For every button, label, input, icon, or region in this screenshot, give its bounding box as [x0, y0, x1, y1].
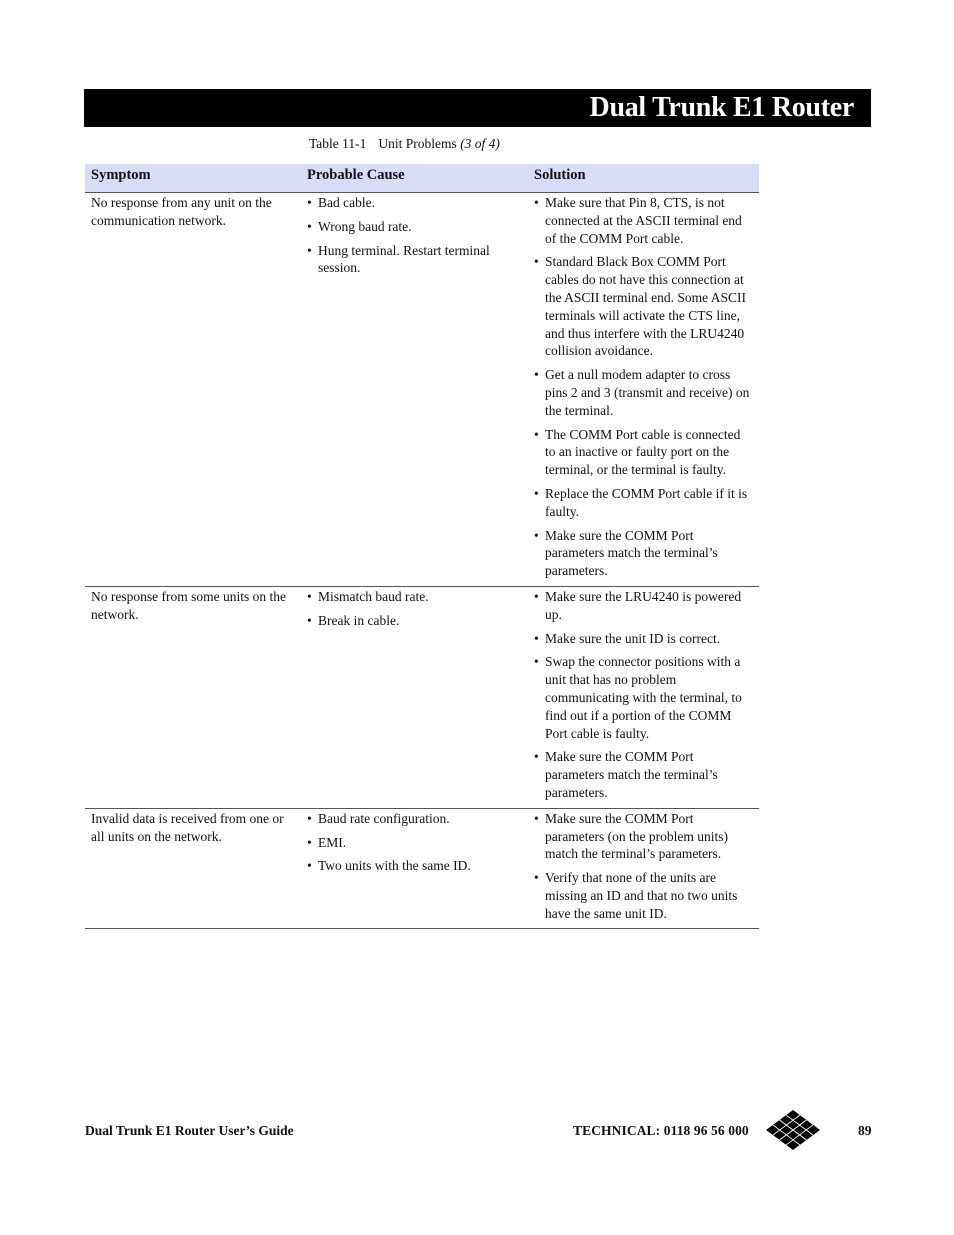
- solution-item: • Make sure the COMM Port parameters match the terminal’s parameters.: [534, 527, 753, 580]
- header-solution: Solution: [528, 164, 759, 193]
- symptom-cell: Invalid data is received from one or all units on the network.: [85, 808, 301, 929]
- solution-item: • Make sure that Pin 8, CTS, is not connected at the ASCII terminal end of the COMM Port cable.: [534, 194, 753, 247]
- solution-cell: [528, 586, 759, 808]
- cause-list: [307, 810, 522, 875]
- table-caption: [309, 136, 500, 152]
- cause-item: • Hung terminal. Restart terminal session.: [307, 242, 522, 278]
- solution-item: • Get a null modem adapter to cross pins 2 and 3 (transmit and receive) on the terminal.: [534, 366, 753, 419]
- symptom-cell: No response from some units on the network.: [85, 586, 301, 808]
- solution-item: • Verify that none of the units are missing an ID and that no two units have the same unit ID.: [534, 869, 753, 922]
- solution-list: [534, 588, 753, 802]
- header-probable-cause: Probable Cause: [301, 164, 528, 193]
- table-caption-title: Unit Problems: [378, 136, 457, 151]
- cause-item: • Wrong baud rate.: [307, 218, 522, 236]
- cause-cell: [301, 808, 528, 929]
- table-row: [85, 193, 759, 587]
- table-caption-label: Table 11-1: [309, 136, 367, 151]
- solution-item: • Make sure the COMM Port parameters match the terminal’s parameters.: [534, 748, 753, 801]
- table-row: [85, 808, 759, 929]
- black-box-diamond-logo-icon: [766, 1110, 820, 1150]
- solution-list: [534, 194, 753, 580]
- solution-item: • Make sure the COMM Port parameters (on the problem units) match the terminal’s parameters.: [534, 810, 753, 863]
- symptom-cell: No response from any unit on the communication network.: [85, 193, 301, 587]
- page-number: 89: [858, 1123, 872, 1138]
- header-bar: [84, 89, 871, 127]
- footer-guide-title: Dual Trunk E1 Router User’s Guide: [85, 1123, 294, 1138]
- cause-item: • Mismatch baud rate.: [307, 588, 522, 606]
- solution-item: • Make sure the unit ID is correct.: [534, 630, 753, 648]
- unit-problems-table: [85, 164, 759, 929]
- table-header-row: [85, 164, 759, 193]
- cause-item: • EMI.: [307, 834, 522, 852]
- cause-list: [307, 194, 522, 277]
- cause-item: • Break in cable.: [307, 612, 522, 630]
- solution-item: • Standard Black Box COMM Port cables do not have this connection at the ASCII terminal end. Some ASCII terminals will activate the CTS line, and thus interfere with the LRU4240 collision avoidance.: [534, 253, 753, 360]
- cause-cell: [301, 586, 528, 808]
- solution-item: • Swap the connector positions with a unit that has no problem communicating with the terminal, to find out if a portion of the COMM Port cable is faulty.: [534, 653, 753, 742]
- solution-list: [534, 810, 753, 923]
- solution-item: • Make sure the LRU4240 is powered up.: [534, 588, 753, 624]
- cause-item: • Two units with the same ID.: [307, 857, 522, 875]
- solution-item: • Replace the COMM Port cable if it is faulty.: [534, 485, 753, 521]
- page-header-title: Dual Trunk E1 Router: [589, 92, 854, 123]
- table-caption-part: (3 of 4): [460, 136, 500, 151]
- solution-cell: [528, 193, 759, 587]
- cause-item: • Baud rate configuration.: [307, 810, 522, 828]
- cause-cell: [301, 193, 528, 587]
- cause-item: • Bad cable.: [307, 194, 522, 212]
- solution-cell: [528, 808, 759, 929]
- solution-item: • The COMM Port cable is connected to an inactive or faulty port on the terminal, or the terminal is faulty.: [534, 426, 753, 479]
- cause-list: [307, 588, 522, 630]
- table-row: [85, 586, 759, 808]
- header-symptom: Symptom: [85, 164, 301, 193]
- footer-technical-phone: TECHNICAL: 0118 96 56 000: [573, 1123, 749, 1138]
